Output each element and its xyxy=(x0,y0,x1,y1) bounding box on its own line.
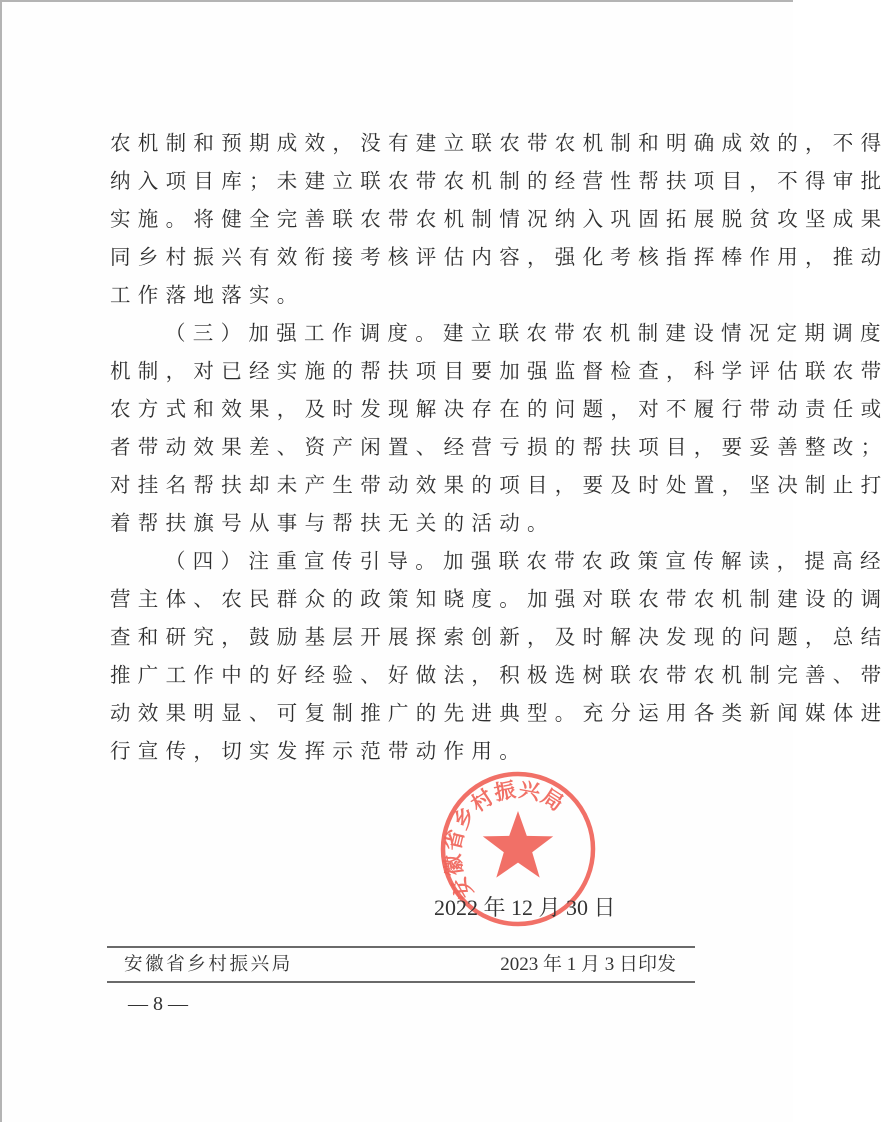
body-line: 对挂名帮扶却未产生带动效果的项目，要及时处置，坚决制止打 xyxy=(110,473,888,497)
body-line: 纳入项目库；未建立联农带农机制的经营性帮扶项目，不得审批 xyxy=(110,169,888,193)
body-line: 农机制和预期成效，没有建立联农带农机制和明确成效的，不得 xyxy=(110,131,888,155)
footer-issuer: 安徽省乡村振兴局 xyxy=(124,954,293,975)
body-line: 农方式和效果，及时发现解决存在的问题，对不履行带动责任或 xyxy=(110,397,888,421)
body-line: 行宣传，切实发挥示范带动作用。 xyxy=(110,739,527,763)
body-line: 者带动效果差、资产闲置、经营亏损的帮扶项目，要妥善整改； xyxy=(110,435,888,459)
body-line: 动效果明显、可复制推广的先进典型。充分运用各类新闻媒体进 xyxy=(110,701,888,725)
body-line: 着帮扶旗号从事与帮扶无关的活动。 xyxy=(110,511,555,535)
signature-date: 2022 年 12 月 30 日 xyxy=(434,895,616,920)
body-line: 推广工作中的好经验、好做法，积极选树联农带农机制完善、带 xyxy=(110,663,888,687)
page-number: — 8 — xyxy=(128,993,188,1015)
seal-star-icon xyxy=(483,811,553,878)
footer-print-date: 2023 年 1 月 3 日印发 xyxy=(500,954,676,975)
footer-bottom-rule xyxy=(107,981,695,983)
body-text xyxy=(110,124,888,770)
body-line: 查和研究，鼓励基层开展探索创新，及时解决发现的问题，总结 xyxy=(110,625,888,649)
body-line: 机制，对已经实施的帮扶项目要加强监督检查，科学评估联农带 xyxy=(110,359,888,383)
body-line: 实施。将健全完善联农带农机制情况纳入巩固拓展脱贫攻坚成果 xyxy=(110,207,888,231)
footer-top-rule xyxy=(107,946,695,948)
section-heading-line: （三）加强工作调度。建立联农带农机制建设情况定期调度 xyxy=(165,321,888,345)
section-heading-line: （四）注重宣传引导。加强联农带农政策宣传解读，提高经 xyxy=(165,549,888,573)
body-line: 营主体、农民群众的政策知晓度。加强对联农带农机制建设的调 xyxy=(110,587,888,611)
body-line: 工作落地落实。 xyxy=(110,283,305,307)
body-line: 同乡村振兴有效衔接考核评估内容，强化考核指挥棒作用，推动 xyxy=(110,245,888,269)
seal-text: 安徽省乡村振兴局 xyxy=(440,777,569,904)
